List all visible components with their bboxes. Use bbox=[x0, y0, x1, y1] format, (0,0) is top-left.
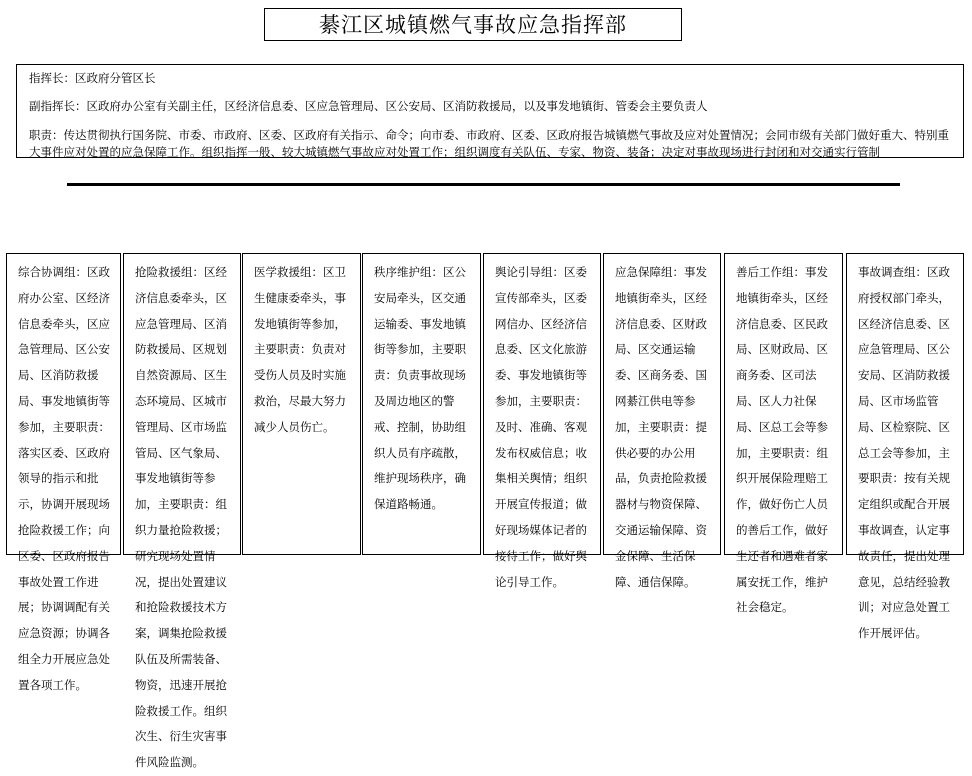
page-title: 綦江区城镇燃气事故应急指挥部 bbox=[264, 8, 682, 41]
group-box-aftermath: 善后工作组：事发地镇街牵头，区经济信息委、区民政局、区财政局、区商务委、区司法局、区人力社保局、区总工会等参加，主要职责：组织开展保险理赔工作，做好伤亡人员的善后工作，做好生还者和遇难者家属安抚工作，维护社会稳定。 bbox=[724, 253, 843, 555]
group-box-order: 秩序维护组：区公安局牵头，区交通运输委、事发地镇街等参加，主要职责：负责事故现场及周边地区的警戒、控制，协助组织人员有序疏散，维护现场秩序，确保道路畅通。 bbox=[362, 253, 481, 555]
group-box-support: 应急保障组：事发地镇街牵头，区经济信息委、区财政局、区交通运输委、区商务委、国网綦江供电等参加，主要职责：提供必要的办公用品，负责抢险救援器材与物资保障、交通运输保障、资金保障、生活保障、通信保障。 bbox=[603, 253, 721, 555]
commander: 指挥长：区政府分管区长 bbox=[29, 71, 156, 85]
group-box-coordination: 综合协调组：区政府办公室、区经济信息委牵头，区应急管理局、区公安局、区消防救援局、事发地镇街等参加，主要职责：落实区委、区政府领导的指示和批示，协调开展现场抢险救援工作；向区委、区政府报告事故处置工作进展；协调调配有关应急资源；协调各组全力开展应急处置各项工作。 bbox=[6, 253, 121, 555]
deputy-commander: 副指挥长：区政府办公室有关副主任，区经济信息委、区应急管理局、区公安局、区消防救援局，以及事发地镇街、管委会主要负责人 bbox=[29, 99, 708, 113]
connector-line bbox=[67, 183, 900, 186]
group-box-investigation: 事故调查组：区政府授权部门牵头，区经济信息委、区应急管理局、区公安局、区消防救援局、区市场监管局、区检察院、区总工会等参加，主要职责：按有关规定组织或配合开展事故调查，认定事故责任，提出处理意见，总结经验教训；对应急处置工作开展评估。 bbox=[846, 253, 964, 555]
group-box-rescue: 抢险救援组：区经济信息委牵头，区应急管理局、区消防救援局、区规划自然资源局、区生态环境局、区城市管理局、区市场监管局、区气象局、事发地镇街等参加，主要职责：组织力量抢险救援；研究现场处置情况，提出处置建议和抢险救援技术方案，调集抢险救援队伍及所需装备、物资，迅速开展抢险救援工作。组织次生、衍生灾害事件风险监测。 bbox=[123, 253, 241, 555]
group-box-public-opinion: 舆论引导组：区委宣传部牵头，区委网信办、区经济信息委、区文化旅游委、事发地镇街等参加，主要职责：及时、准确、客观发布权威信息；收集相关舆情；组织开展宣传报道；做好现场媒体记者的接待工作；做好舆论引导工作。 bbox=[483, 253, 601, 555]
group-box-medical: 医学救援组：区卫生健康委牵头，事发地镇街等参加，主要职责：负责对受伤人员及时实施救治，尽最大努力减少人员伤亡。 bbox=[242, 253, 361, 555]
command-box bbox=[16, 64, 964, 158]
command-duties: 职责：传达贯彻执行国务院、市委、市政府、区委、区政府有关指示、命令；向市委、市政府、区委、区政府报告城镇燃气事故及应对处置情况；会同市级有关部门做好重大、特别重大事件应对处置的应急保障工作。组织指挥一般、较大城镇燃气事故应对处置工作；组织调度有关队伍、专家、物资、装备；决定对事故现场进行封闭和对交通实行管制 bbox=[29, 128, 949, 159]
